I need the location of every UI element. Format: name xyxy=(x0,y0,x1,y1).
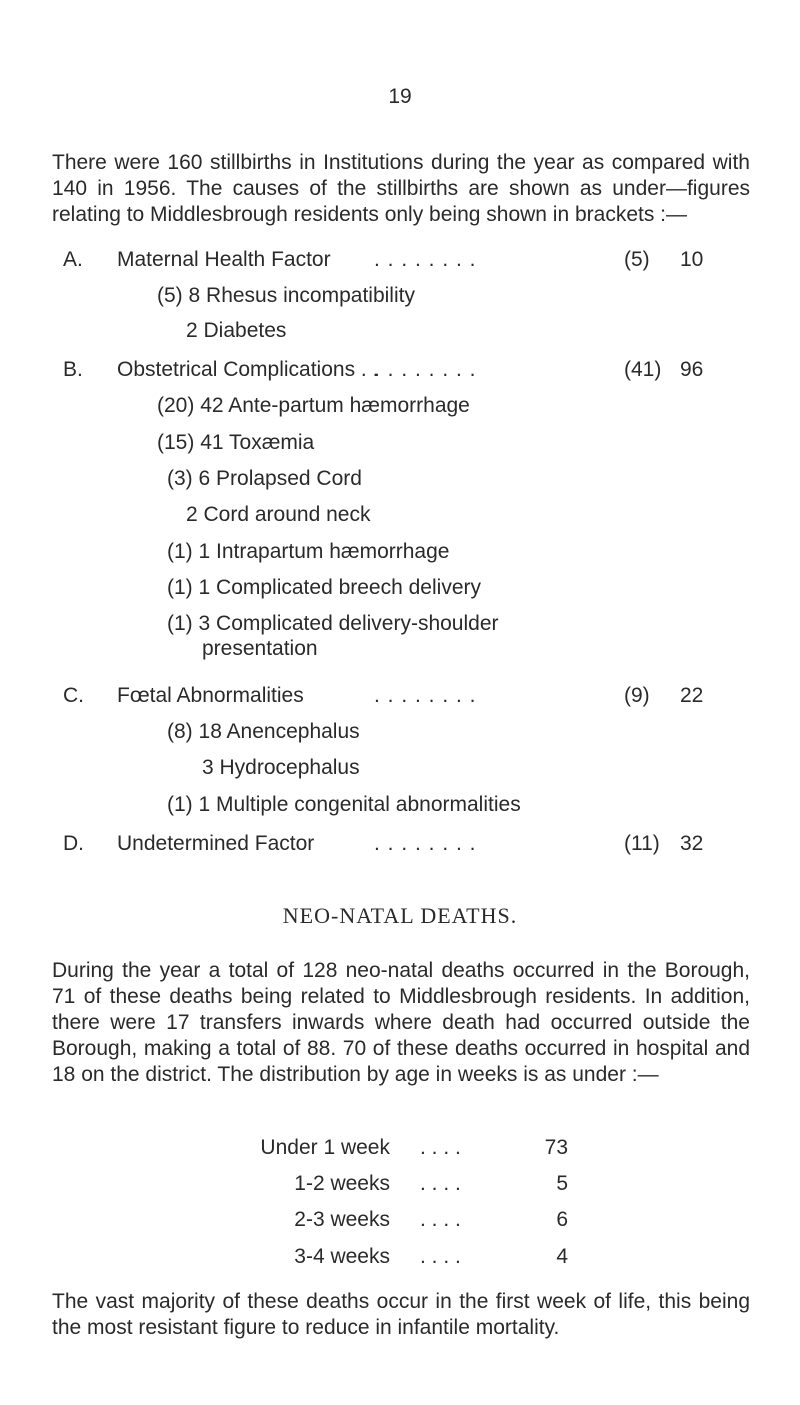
category-total: 32 xyxy=(680,832,704,855)
sub-item: (3) 6 Prolapsed Cord xyxy=(167,467,362,490)
leader-dots: . . . . xyxy=(420,1245,461,1268)
category-bracket: (9) xyxy=(624,684,650,707)
leader-dots: . . . . xyxy=(420,1136,461,1159)
category-label: Fœtal Abnormalities xyxy=(117,684,304,707)
leader-dots: . . . . xyxy=(420,1172,461,1195)
sub-item-continued: presentation xyxy=(202,637,318,660)
category-row-a xyxy=(0,246,800,274)
leader-dots: . . . . xyxy=(420,1208,461,1231)
leader-dots: . . . . . . . . xyxy=(374,684,477,707)
category-label: Undetermined Factor xyxy=(117,832,315,855)
intro-paragraph: There were 160 stillbirths in Institutions during the year as compared with 140 in 1956. The causes of the stillbirths are shown as under—figures relating to Middlesbrough residents only being shown in brackets :— xyxy=(52,151,750,226)
sub-item: (5) 8 Rhesus incompatibility xyxy=(157,284,415,307)
sub-item: (8) 18 Anencephalus xyxy=(167,720,360,743)
category-bracket: (11) xyxy=(624,832,660,855)
sub-item: 3 Hydrocephalus xyxy=(202,756,360,779)
closing-paragraph: The vast majority of these deaths occur in the first week of life, this being the most resistant figure to reduce in infantile mortality. xyxy=(52,1290,750,1339)
category-label: Obstetrical Complications . . xyxy=(117,358,379,381)
category-letter: D. xyxy=(63,832,84,855)
age-value: 4 xyxy=(556,1245,568,1268)
leader-dots: . . . . . . . . xyxy=(374,832,477,855)
sub-item: (15) 41 Toxæmia xyxy=(157,431,315,454)
category-label: Maternal Health Factor xyxy=(117,248,331,271)
age-label: 1-2 weeks xyxy=(294,1172,390,1195)
leader-dots: . . . . . . . . xyxy=(374,358,477,381)
category-row-b xyxy=(0,356,800,384)
category-letter: C. xyxy=(63,684,84,707)
category-row-c xyxy=(0,682,800,710)
category-letter: B. xyxy=(63,358,83,381)
category-bracket: (5) xyxy=(624,248,650,271)
age-row xyxy=(0,1134,800,1162)
age-row xyxy=(0,1206,800,1234)
age-value: 6 xyxy=(556,1208,568,1231)
age-value: 73 xyxy=(544,1136,568,1159)
sub-item: (20) 42 Ante-partum hæmorrhage xyxy=(157,394,470,417)
sub-item: 2 Cord around neck xyxy=(186,503,371,526)
age-label: 2-3 weeks xyxy=(294,1208,390,1231)
category-row-d xyxy=(0,830,800,858)
category-total: 10 xyxy=(680,248,704,271)
category-total: 96 xyxy=(680,358,704,381)
neonatal-paragraph: During the year a total of 128 neo-natal deaths occurred in the Borough, 71 of these deaths being related to Middlesbrough residents. In addition, there were 17 transfers inwards where death had occurred outside the Borough, making a total of 88. 70 of these deaths occurred in hospital and 18 on the district. The distribution by age in weeks is as under :— xyxy=(52,959,750,1086)
age-value: 5 xyxy=(556,1172,568,1195)
category-total: 22 xyxy=(680,684,704,707)
category-letter: A. xyxy=(63,248,83,271)
leader-dots: . . . . . . . . xyxy=(374,248,477,271)
sub-item: (1) 1 Intrapartum hæmorrhage xyxy=(167,540,450,563)
sub-item: 2 Diabetes xyxy=(186,319,287,342)
sub-item: (1) 1 Complicated breech delivery xyxy=(167,576,481,599)
age-label: Under 1 week xyxy=(260,1136,390,1159)
sub-item: (1) 3 Complicated delivery-shoulder xyxy=(167,612,499,635)
age-row xyxy=(0,1170,800,1198)
age-label: 3-4 weeks xyxy=(294,1245,390,1268)
age-row xyxy=(0,1243,800,1271)
page-number: 19 xyxy=(388,85,412,108)
sub-item: (1) 1 Multiple congenital abnormalities xyxy=(167,793,521,816)
category-bracket: (41) xyxy=(624,358,662,381)
section-heading: NEO-NATAL DEATHS. xyxy=(282,903,518,928)
